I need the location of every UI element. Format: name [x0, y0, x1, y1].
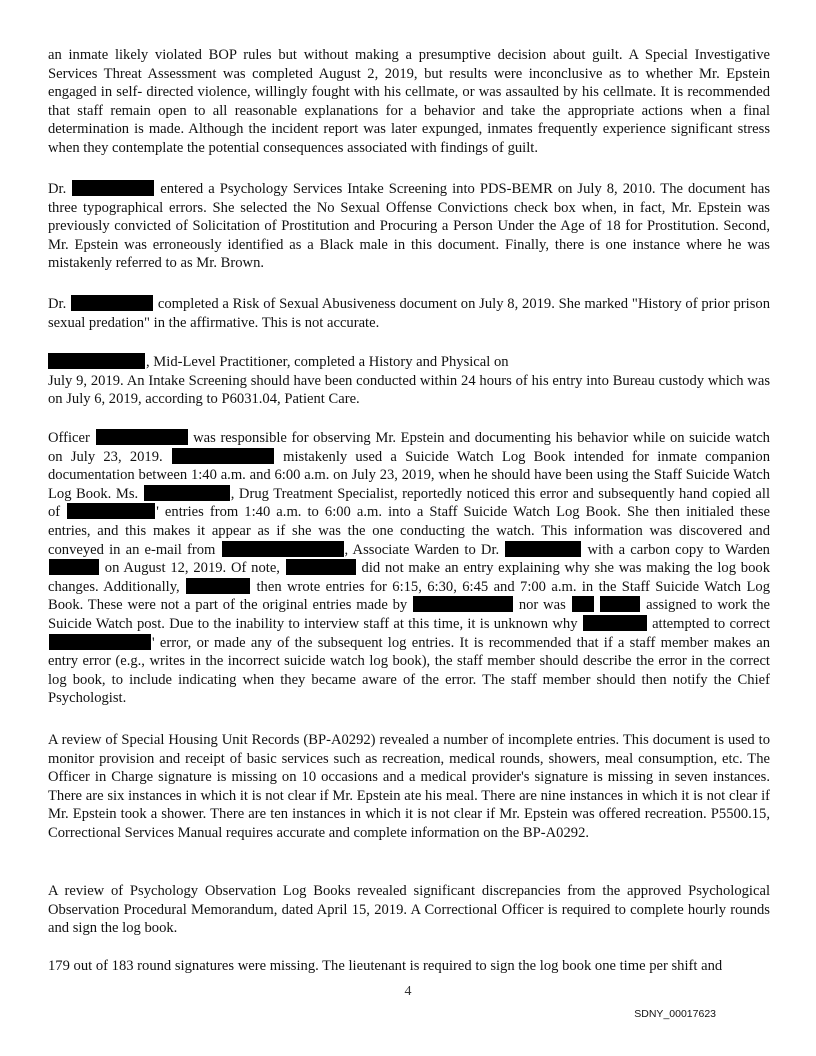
text-segment: ' error, or made any of the subsequent log entries. It is recommended that if a staff member makes an entry error (e.g., writes in the incorrect suicide watch log book), the staff member should describe the error in the correct log book, to include indicating when they became aware of the error. The staff member should then notify the Chief Psychologist. [48, 634, 770, 707]
text-segment: entered a Psychology Services Intake Screening into PDS-BEMR on July 8, 2010. The document has three typographical errors. She selected the No Sexual Offense Convictions check box when, in fact, Mr. Epstein was previously convicted of Solicitation of Prostitution and Procuring a Person Under the Age of 18 for Prostitution. Second, Mr. Epstein was erroneously identified as a Black male in this document. Finally, there is one instance where he was mistakenly referred to as Mr. Brown. [48, 181, 770, 272]
redaction-box [48, 353, 145, 369]
text-segment: , Associate Warden to Dr. [344, 541, 500, 558]
paragraph-suicide-watch [48, 429, 770, 708]
text-segment: Dr. [48, 181, 67, 197]
bates-number: SDNY_00017623 [634, 1008, 716, 1020]
redaction-box [572, 596, 594, 612]
redaction-box [286, 559, 356, 575]
paragraph-round-signatures: 179 out of 183 round signatures were missing. The lieutenant is required to sign the log book one time per shift and [48, 958, 723, 974]
redaction-box [144, 485, 230, 501]
redaction-box [222, 541, 344, 557]
text-segment: mistakenly used a Suicide Watch Log Book intended for inmate companion documentation between 1:40 a.m. and 6:00 a.m. on July 23, 2019, when he should have been using the Staff Suicide Watch Log Book. Ms. [48, 448, 771, 502]
paragraph-sexual-abusiveness [48, 295, 770, 332]
redaction-box [96, 429, 188, 445]
text-segment: then wrote entries for 6:15, 6:30, 6:45 and 7:00 a.m. in the Staff Suicide Watch Log Book. These were not a part of the original entries made by [48, 578, 770, 614]
text-segment: on August 12, 2019. Of note, [104, 560, 280, 577]
text-segment: with a carbon copy to Warden [587, 541, 770, 558]
paragraph-history-physical [48, 353, 770, 409]
redaction-box [49, 559, 99, 575]
redaction-box [413, 596, 513, 612]
page-number: 4 [404, 984, 412, 999]
text-segment: completed a Risk of Sexual Abusiveness document on July 8, 2019. She marked "History of prior prison sexual predation" in the affirmative. This is not accurate. [48, 296, 770, 331]
redaction-box [49, 634, 151, 650]
text-segment: was responsible for observing Mr. Epstein and documenting his behavior while on suicide watch on July 23, 2019. [48, 430, 770, 465]
text-segment: Officer [48, 430, 90, 446]
text-segment: nor was [518, 597, 566, 614]
paragraph-special-housing-records: A review of Special Housing Unit Records (BP-A0292) revealed a number of incomplete entries. This document is used to monitor provision and receipt of basic services such as recreation, medical rounds, showers, meal consumption, etc. The Officer in Charge signature is missing on 10 occasions and a medical provider's signature is missing in seven instances. There are six instances in which it is not clear if Mr. Epstein ate his meal. There are nine instances in which it is not clear if Mr. Epstein took a shower. There are ten instances in which it is not clear if Mr. Epstein was offered recreation. P5500.15, Correctional Services Manual requires accurate and complete information on the BP-A0292. [48, 732, 770, 841]
redaction-box [600, 596, 640, 612]
text-segment: , Mid-Level Practitioner, completed a History and Physical on [146, 354, 509, 370]
text-segment: assigned to work the Suicide Watch post. Due to the inability to interview staff at this time, it is unknown why [48, 597, 770, 632]
text-segment: ' entries from 1:40 a.m. to 6:00 a.m. into a Staff Suicide Watch Log Book. She then initialed these entries, and this makes it appear as if she was the one conducting the watch. This information was discovered and conveyed in an e-mail from [48, 504, 770, 558]
redaction-box [505, 541, 581, 557]
redaction-box [71, 295, 153, 311]
redaction-box [67, 503, 155, 519]
text-segment: attempted to correct [652, 615, 770, 632]
redaction-box [583, 615, 647, 631]
redaction-box [72, 180, 154, 196]
text-segment: did not make an entry explaining why she was making the log book changes. Additionally, [48, 560, 770, 595]
redaction-box [172, 448, 274, 464]
redaction-box [186, 578, 250, 594]
paragraph-intake-screening [48, 180, 770, 273]
paragraph-investigation-summary: an inmate likely violated BOP rules but without making a presumptive decision about guilt. A Special Investigative Services Threat Assessment was completed August 2, 2019, but results were inconclusive as to whether Mr. Epstein engaged in self- directed violence, willingly fought with his cellmate, or was assaulted by his cellmate. It is recommended that staff remain open to all reasonable explanations for a behavior and take the appropriate actions when a final determination is made. Although the incident report was later expunged, inmates frequently experience significant stress when they contemplate the potential consequences associated with findings of guilt. [48, 47, 770, 156]
paragraph-observation-log-books: A review of Psychology Observation Log Books revealed significant discrepancies from the approved Psychological Observation Procedural Memorandum, dated April 15, 2019. A Correctional Officer is required to complete hourly rounds and sign the log book. [48, 883, 770, 937]
text-segment: , Drug Treatment Specialist, reportedly noticed this error and subsequently hand copied all of [48, 485, 770, 521]
text-segment: Dr. [48, 296, 67, 312]
text-segment: July 9, 2019. An Intake Screening should have been conducted within 24 hours of his entry into Bureau custody which was on July 6, 2019, according to P6031.04, Patient Care. [48, 372, 770, 408]
